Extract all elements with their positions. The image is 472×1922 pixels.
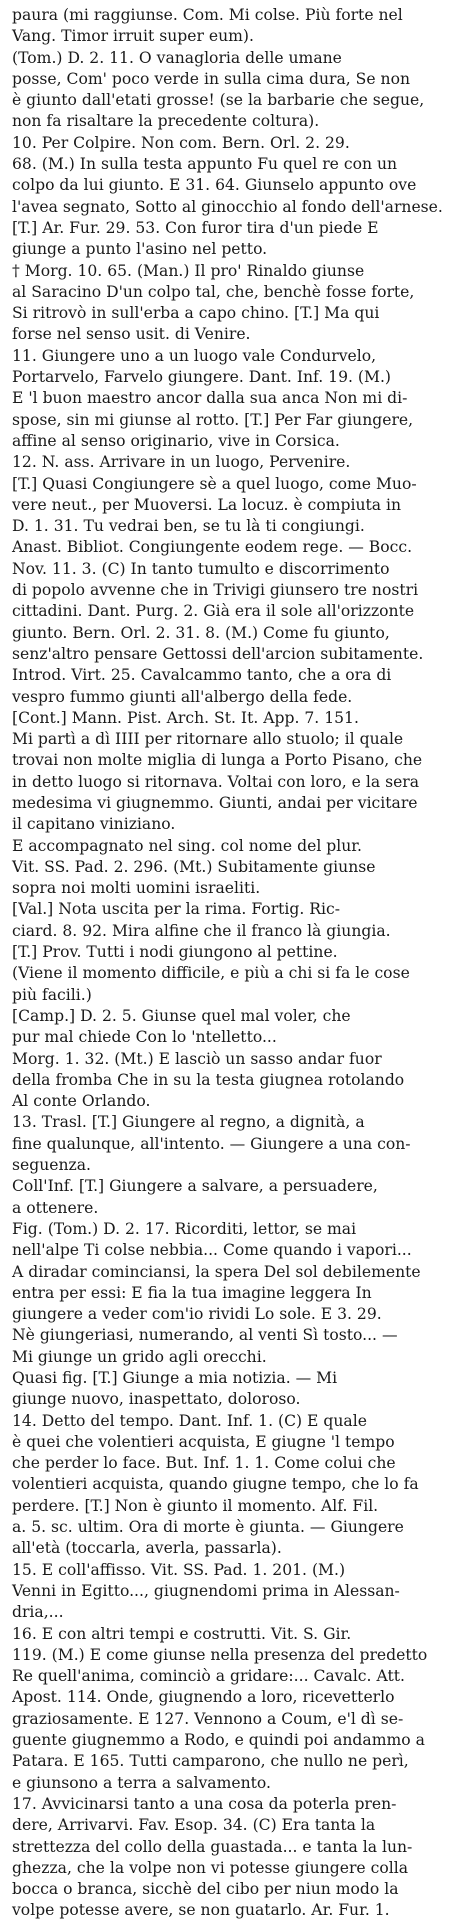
text-line: perdere. [T.] Non è giunto il momento. Alf. Fil. (12, 1496, 379, 1515)
text-line: non fa risaltare la precedente coltura). (12, 112, 320, 131)
text-line: Patara. E 165. Tutti camparono, che nullo ne perì, (12, 1752, 409, 1771)
text-line: spose, sin mi giunse al rotto. [T.] Per Far giungere, (12, 410, 414, 429)
text-line: fine qualunque, all'intento. — Giungere a una con- (12, 1134, 411, 1153)
text-line: 16. E con altri tempi e costrutti. Vit. S. Gir. (12, 1624, 352, 1643)
text-line: della fromba Che in su la testa giugnea rotolando (12, 1070, 405, 1089)
text-line: [Cont.] Mann. Pist. Arch. St. It. App. 7. 151. (12, 708, 359, 727)
text-line: Anast. Bibliot. Congiungente eodem rege. — Bocc. (12, 538, 413, 557)
text-line: E 'l buon maestro ancor dalla sua anca Non mi di- (12, 389, 408, 408)
text-line: l'avea segnato, Sotto al ginocchio al fondo dell'arnese. (12, 197, 443, 216)
text-line: Introd. Virt. 25. Cavalcammo tanto, che a ora di (12, 666, 392, 685)
text-line: † Morg. 10. 65. (Man.) Il pro' Rinaldo giunse (12, 261, 365, 280)
text-line: giunge a punto l'asino nel petto. (12, 240, 268, 259)
text-line: all'età (toccarla, averla, passarla). (12, 1539, 282, 1558)
text-line: affine al senso originario, vive in Corsica. (12, 431, 340, 450)
text-line: Mi giunge un grido agli orecchi. (12, 1347, 267, 1366)
text-line: Morg. 1. 32. (Mt.) E lasciò un sasso andar fuor (12, 1049, 382, 1068)
text-line: paura (mi raggiunse. Com. Mi colse. Più forte nel (12, 6, 403, 24)
text-line: giunto. Bern. Orl. 2. 31. 8. (M.) Come fu giunto, (12, 623, 390, 642)
text-line: A diradar cominciansi, la spera Del sol debilemente (12, 1262, 421, 1281)
text-line: Portarvelo, Farvelo giungere. Dant. Inf. 19. (M.) (12, 368, 391, 387)
text-line: 10. Per Colpire. Non com. Bern. Orl. 2. 29. (12, 133, 350, 152)
text-line: che perder lo face. But. Inf. 1. 1. Come colui che (12, 1454, 396, 1473)
text-line: 13. Trasl. [T.] Giungere al regno, a dignità, a (12, 1113, 365, 1132)
text-line: pur mal chiede Con lo 'ntelletto... (12, 1028, 277, 1047)
text-line: Fig. (Tom.) D. 2. 17. Ricorditi, lettor, se mai (12, 1219, 357, 1238)
text-line: in detto luogo si ritornava. Voltai con loro, e la sera (12, 772, 420, 791)
text-line: di popolo avvenne che in Trivigi giunsero tre nostri (12, 581, 419, 600)
text-line: 15. E coll'affisso. Vit. SS. Pad. 1. 201. (M.) (12, 1560, 346, 1579)
text-line: a ottenere. (12, 1198, 99, 1217)
text-line: [T.] Quasi Congiungere sè a quel luogo, come Muo- (12, 474, 417, 493)
text-line: e giunsono a terra a salvamento. (12, 1773, 271, 1792)
text-line: entra per essi: E fia la tua imagine leggera In (12, 1283, 372, 1302)
text-line: Venni in Egitto..., giugnendomi prima in Alessan- (12, 1581, 400, 1600)
text-line: medesima vi giugnemmo. Giunti, andai per vicitare (12, 793, 418, 812)
text-line: Nov. 11. 3. (C) In tanto tumulto e discorrimento (12, 559, 390, 578)
text-line: giungere a veder com'io rividi Lo sole. E 3. 29. (12, 1305, 382, 1324)
text-line: è quei che volentieri acquista, E giugne 'l tempo (12, 1432, 395, 1451)
text-line: trovai non molte miglia di lunga a Porto Pisano, che (12, 751, 423, 770)
text-line: [Camp.] D. 2. 5. Giunse quel mal voler, che (12, 1006, 351, 1025)
text-line: è giunto dall'etati grosse! (se la barbarie che segue, (12, 91, 425, 110)
text-line: dere, Arrivarvi. Fav. Esop. 34. (C) Era tanta la (12, 1816, 376, 1835)
text-line: ghezza, che la volpe non vi potesse giungere colla (12, 1858, 408, 1877)
text-line: vespro fummo giunti all'albergo della fede. (12, 687, 353, 706)
text-line: Nè giungeriasi, numerando, al venti Sì tosto... — (12, 1326, 398, 1345)
text-line: al Saracino D'un colpo tal, che, benchè fosse forte, (12, 282, 415, 301)
text-line: Apost. 114. Onde, giugnendo a loro, ricevetterlo (12, 1688, 395, 1707)
text-line: più facili.) (12, 985, 92, 1004)
text-line: Vit. SS. Pad. 2. 296. (Mt.) Subitamente giunse (12, 857, 376, 876)
text-line: 68. (M.) In sulla testa appunto Fu quel re con un (12, 155, 398, 174)
text-line: D. 1. 31. Tu vedrai ben, se tu là ti congiungi. (12, 517, 365, 536)
text-line: seguenza. (12, 1156, 91, 1175)
text-line: Si ritrovò in sull'erba a capo chino. [T.] Ma qui (12, 304, 380, 323)
text-line: forse nel senso usit. di Venire. (12, 325, 251, 344)
text-line: dria,... (12, 1603, 64, 1622)
text-line: volentieri acquista, quando giugne tempo, che lo fa (12, 1475, 419, 1494)
text-line: 11. Giungere uno a un luogo vale Condurvelo, (12, 346, 377, 365)
text-line: senz'altro pensare Gettossi dell'arcion subitamente. (12, 644, 424, 663)
text-line: sopra noi molti uomini israeliti. (12, 879, 261, 898)
text-line: nell'alpe Ti colse nebbia... Come quando i vapori... (12, 1241, 412, 1260)
text-line: Al conte Orlando. (12, 1092, 151, 1111)
text-line: 12. N. ass. Arrivare in un luogo, Pervenire. (12, 453, 351, 472)
text-line: graziosamente. E 127. Vennono a Coum, e'l dì se- (12, 1709, 404, 1728)
text-line: strettezza del collo della guastada... e tanta la lun- (12, 1837, 413, 1856)
text-line: posse, Com' poco verde in sulla cima dura, Se non (12, 69, 411, 88)
text-line: ciard. 8. 92. Mira alfine che il franco là giungia. (12, 921, 391, 940)
text-line: guente giugnemmo a Rodo, e quindi poi andammo a (12, 1731, 425, 1750)
text-line: (Tom.) D. 2. 11. O vanagloria delle umane (12, 48, 342, 67)
text-line: Vang. Timor irruit super eum). (12, 27, 254, 46)
text-line: Re quell'anima, cominciò a gridare:... Cavalc. Att. (12, 1667, 405, 1686)
text-line: 17. Avvicinarsi tanto a una cosa da poterla pren- (12, 1794, 397, 1813)
text-line: giunge nuovo, inaspettato, doloroso. (12, 1390, 301, 1409)
text-line: [T.] Prov. Tutti i nodi giungono al pettine. (12, 943, 338, 962)
text-line: colpo da lui giunto. E 31. 64. Giunselo appunto ove (12, 176, 417, 195)
text-line: [Val.] Nota uscita per la rima. Fortig. Ric- (12, 900, 341, 919)
text-line: (Viene il momento difficile, e più a chi si fa le cose (12, 964, 410, 983)
text-line: [T.] Ar. Fur. 29. 53. Con furor tira d'un piede E (12, 218, 379, 237)
text-line: bocca o branca, sicchè del cibo per niun modo la (12, 1880, 399, 1899)
text-line: il capitano viniziano. (12, 815, 176, 834)
text-line: a. 5. sc. ultim. Ora di morte è giunta. — Giungere (12, 1518, 404, 1537)
text-line: cittadini. Dant. Purg. 2. Già era il sole all'orizzonte (12, 602, 415, 621)
text-line: E accompagnato nel sing. col nome del plur. (12, 836, 362, 855)
text-line: volpe potesse avere, se non guatarlo. Ar. Fur. 1. (12, 1901, 390, 1920)
text-line: 119. (M.) E come giunse nella presenza del predetto (12, 1645, 428, 1664)
text-line: Coll'Inf. [T.] Giungere a salvare, a persuadere, (12, 1177, 378, 1196)
text-line: vere neut., per Muoversi. La locuz. è compiuta in (12, 495, 402, 514)
text-line: 14. Detto del tempo. Dant. Inf. 1. (C) E quale (12, 1411, 367, 1430)
text-line: Mi partì a dì IIII per ritornare allo stuolo; il quale (12, 730, 404, 749)
text-line: Quasi fig. [T.] Giunge a mia notizia. — Mi (12, 1369, 338, 1387)
